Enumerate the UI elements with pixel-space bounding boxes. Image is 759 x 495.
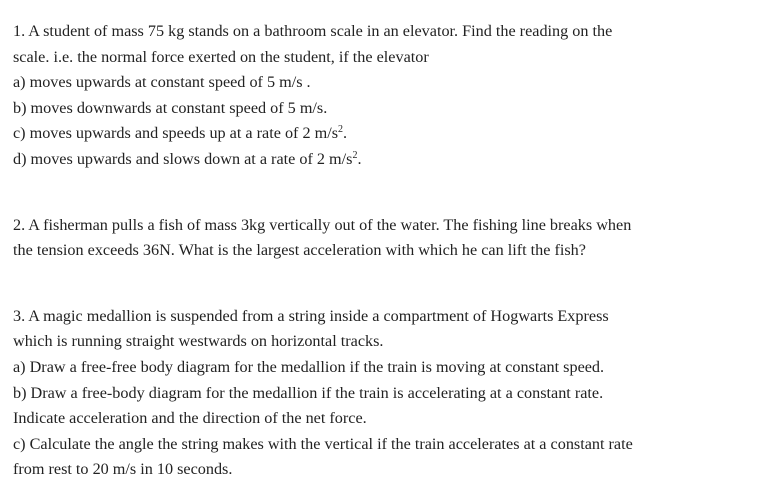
problem-3-statement-line-2: which is running straight westwards on horizontal tracks. <box>13 332 384 351</box>
problem-3-part-b: b) Draw a free-body diagram for the medallion if the train is accelerating at a constant rate. <box>13 383 604 402</box>
problem-1-statement-line-1: 1. A student of mass 75 kg stands on a bathroom scale in an elevator. Find the reading on the <box>13 22 613 40</box>
problem-1-part-d-end: . <box>357 149 362 168</box>
problem-1-part-a: a) moves upwards at constant speed of 5 m/s . <box>13 73 311 92</box>
problem-1-part-d-text: d) moves upwards and slows down at a rate of 2 m/s <box>13 149 353 168</box>
problem-2-statement-line-1: 2. A fisherman pulls a fish of mass 3kg vertically out of the water. The fishing line breaks when <box>13 215 632 234</box>
problem-3-statement-line-1: 3. A magic medallion is suspended from a string inside a compartment of Hogwarts Express <box>13 306 609 325</box>
problem-1-statement-line-2: scale. i.e. the normal force exerted on the student, if the elevator <box>13 47 429 66</box>
problem-1-part-c-text: c) moves upwards and speeds up at a rate of 2 m/s <box>13 124 339 143</box>
problem-3 <box>13 304 747 483</box>
problem-2 <box>13 213 747 264</box>
problem-1-part-b: b) moves downwards at constant speed of 5 m/s. <box>13 98 328 117</box>
problem-3-part-c: c) Calculate the angle the string makes with the vertical if the train accelerates at a constant rate <box>13 434 633 453</box>
problem-3-part-b-continued: Indicate acceleration and the direction of the net force. <box>13 409 367 428</box>
problem-1-part-d <box>13 147 747 173</box>
spacer <box>13 173 747 213</box>
problem-2-statement-line-2: the tension exceeds 36N. What is the largest acceleration with which he can lift the fish? <box>13 241 586 260</box>
spacer <box>13 264 747 304</box>
problem-3-part-c-continued: from rest to 20 m/s in 10 seconds. <box>13 460 233 479</box>
problem-3-part-a: a) Draw a free-free body diagram for the medallion if the train is moving at constant speed. <box>13 357 605 376</box>
problem-1-part-d-exponent: 2 <box>352 149 358 161</box>
problem-1-part-c-exponent: 2 <box>338 124 344 136</box>
problem-1 <box>13 19 747 173</box>
problem-1-part-c <box>13 121 747 147</box>
problem-1-part-c-end: . <box>343 124 348 143</box>
